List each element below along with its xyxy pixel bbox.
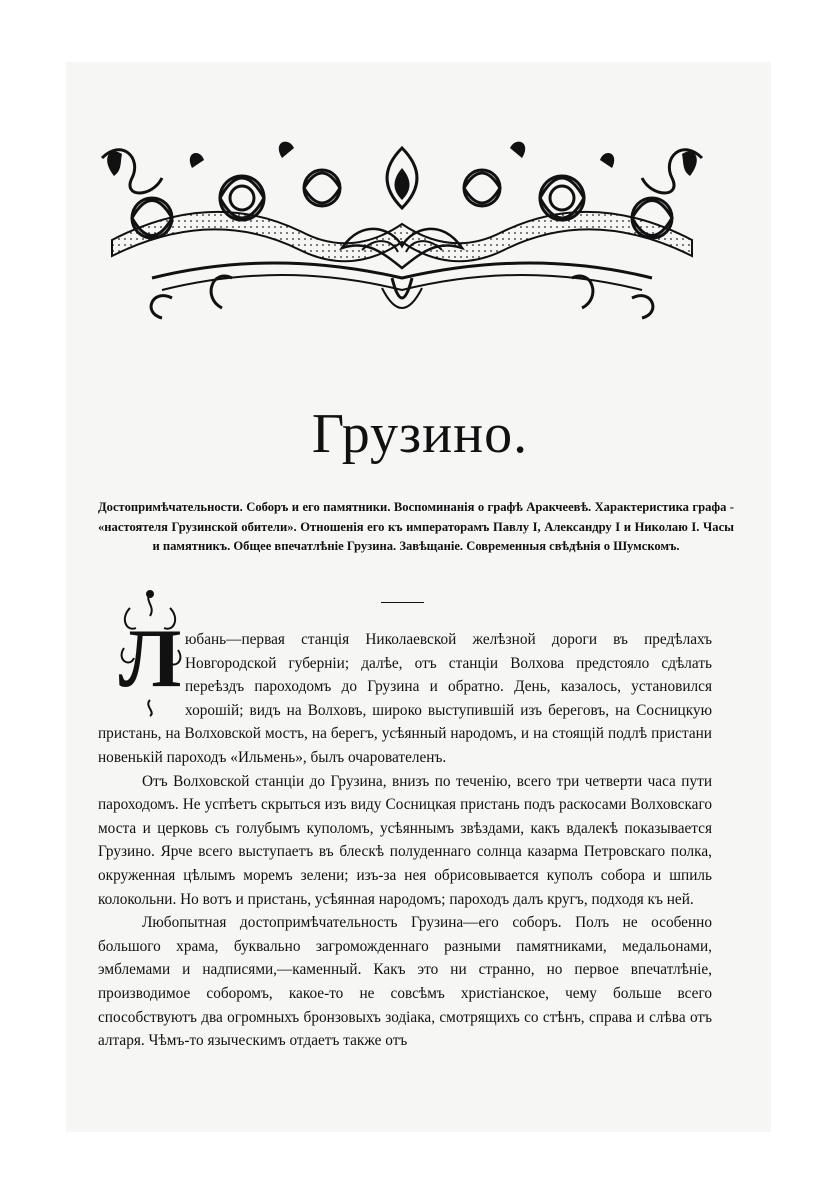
divider-rule	[381, 602, 424, 603]
article-body	[98, 628, 712, 1053]
paragraph: юбань—первая станція Николаевской желѣзной дороги въ предѣлахъ Новгородской губерніи; далѣе, отъ станціи Волхова предстояло сдѣлать переѣздъ пароходомъ до Грузина и обратно. День, казалось, установился хорошій; видъ на Волховъ, широко выступившій изъ береговъ, на Сосницкую пристань, на Волховской мостъ, на берегъ, усѣянный народомъ, и на стоящій подлѣ пристани новенькій пароходъ «Ильмень», былъ очарователенъ.	[98, 631, 712, 766]
paragraph: Отъ Волховской станціи до Грузина, внизъ по теченію, всего три четверти часа пути пароходомъ. Не успѣетъ скрыться изъ виду Сосницкая пристань подъ раскосами Волховскаго моста и церковь съ голубымъ куполомъ, усѣяннымъ звѣздами, какъ вдалекѣ показывается Грузино. Ярче всего выступаетъ въ блескѣ полуденнаго солнца казарма Петровскаго полка, окруженная цѣлымъ моремъ зелени; изъ-за нея обрисовывается куполъ собора и шпиль колокольни. Но вотъ и пристань, усѣянная народомъ; пароходъ далъ кругъ, подходя къ ней.	[98, 772, 712, 908]
paragraph: Любопытная достопримѣчательность Грузина—его соборъ. Полъ не особенно большого храма, буквально загроможденнаго разными памятниками, медальонами, эмблемами и надписями,—каменный. Какъ это ни странно, но первое впечатлѣніе, производимое соборомъ, какое-то не совсѣмъ христіанское, чему больше всего способствуютъ два огромныхъ бронзовыхъ зодіака, смотрящихъ со стѣнъ, справа и слѣва отъ алтаря. Чѣмъ-то языческимъ отдаетъ также отъ	[98, 914, 712, 1050]
dropcap-letter: Л	[118, 612, 182, 705]
chapter-synopsis: Достопримѣчательности. Соборъ и его памятники. Воспоминанія о графѣ Аракчеевѣ. Характеристика графа - «настоятеля Грузинской обители». Отношенія его къ императорамъ Павлу I, Александру I и Николаю I. Часы и памятникъ. Общее впечатлѣніе Грузина. Завѣщаніе. Современныя свѣдѣнія о Шумскомъ.	[98, 500, 734, 554]
dropcap-spacer	[98, 628, 185, 722]
page-title: Грузино.	[311, 403, 529, 465]
ornamental-headpiece	[92, 128, 712, 328]
